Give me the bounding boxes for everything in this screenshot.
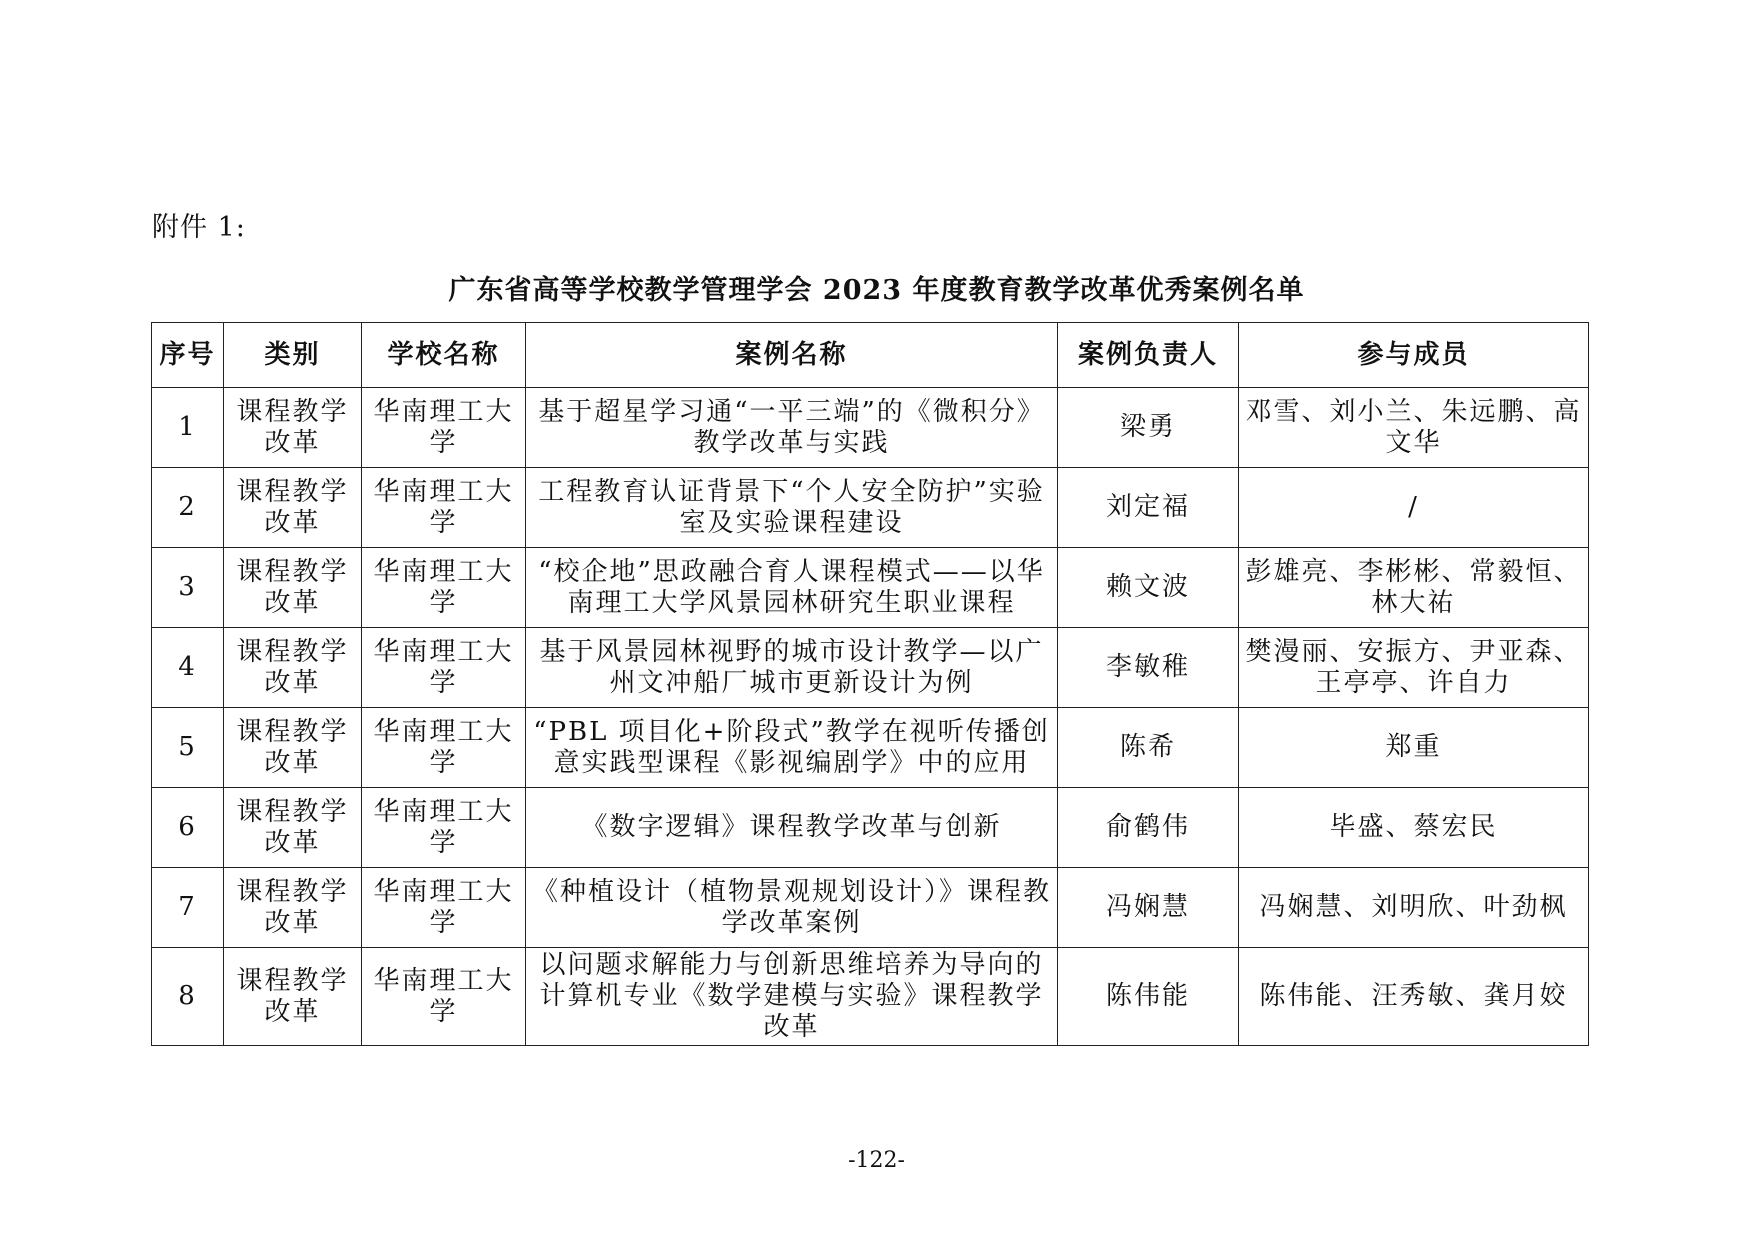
cell-category: 课程教学改革 [224, 868, 362, 948]
cell-members: / [1239, 468, 1589, 548]
header-seq: 序号 [152, 323, 224, 388]
cell-category: 课程教学改革 [224, 948, 362, 1046]
cell-members: 冯娴慧、刘明欣、叶劲枫 [1239, 868, 1589, 948]
header-category: 类别 [224, 323, 362, 388]
cell-school: 华南理工大学 [362, 948, 526, 1046]
cell-members: 彭雄亮、李彬彬、常毅恒、林大祐 [1239, 548, 1589, 628]
cell-category: 课程教学改革 [224, 628, 362, 708]
table-row [152, 708, 1589, 788]
table-row [152, 468, 1589, 548]
attachment-label: 附件 1: [152, 212, 246, 243]
table-header-row [152, 323, 1589, 388]
cell-members: 樊漫丽、安振方、尹亚森、王亭亭、许自力 [1239, 628, 1589, 708]
cell-case-name: 《种植设计（植物景观规划设计）》课程教学改革案例 [526, 868, 1058, 948]
table-row [152, 628, 1589, 708]
header-leader: 案例负责人 [1058, 323, 1239, 388]
cell-seq: 4 [152, 628, 224, 708]
cell-case-name: “PBL 项目化+阶段式”教学在视听传播创意实践型课程《影视编剧学》中的应用 [526, 708, 1058, 788]
cell-leader: 陈伟能 [1058, 948, 1239, 1046]
header-case-name: 案例名称 [526, 323, 1058, 388]
cell-school: 华南理工大学 [362, 548, 526, 628]
cell-members: 陈伟能、汪秀敏、龚月姣 [1239, 948, 1589, 1046]
cell-case-name: “校企地”思政融合育人课程模式——以华南理工大学风景园林研究生职业课程 [526, 548, 1058, 628]
table-row [152, 788, 1589, 868]
document-title: 广东省高等学校教学管理学会 2023 年度教育教学改革优秀案例名单 [448, 275, 1305, 306]
header-school: 学校名称 [362, 323, 526, 388]
cell-seq: 8 [152, 948, 224, 1046]
cell-seq: 1 [152, 388, 224, 468]
cell-case-name: 《数字逻辑》课程教学改革与创新 [526, 788, 1058, 868]
cell-members: 邓雪、刘小兰、朱远鹏、高文华 [1239, 388, 1589, 468]
cell-members: 毕盛、蔡宏民 [1239, 788, 1589, 868]
cell-seq: 7 [152, 868, 224, 948]
cell-category: 课程教学改革 [224, 548, 362, 628]
cell-school: 华南理工大学 [362, 388, 526, 468]
cell-seq: 5 [152, 708, 224, 788]
cell-school: 华南理工大学 [362, 628, 526, 708]
table-row [152, 548, 1589, 628]
cell-leader: 刘定福 [1058, 468, 1239, 548]
cell-leader: 赖文波 [1058, 548, 1239, 628]
cell-school: 华南理工大学 [362, 468, 526, 548]
cell-school: 华南理工大学 [362, 708, 526, 788]
header-members: 参与成员 [1239, 323, 1589, 388]
cell-case-name: 工程教育认证背景下“个人安全防护”实验室及实验课程建设 [526, 468, 1058, 548]
cell-leader: 俞鹤伟 [1058, 788, 1239, 868]
cell-leader: 冯娴慧 [1058, 868, 1239, 948]
cell-school: 华南理工大学 [362, 788, 526, 868]
cell-leader: 李敏稚 [1058, 628, 1239, 708]
cell-school: 华南理工大学 [362, 868, 526, 948]
cell-case-name: 基于超星学习通“一平三端”的《微积分》教学改革与实践 [526, 388, 1058, 468]
cell-leader: 陈希 [1058, 708, 1239, 788]
cell-leader: 梁勇 [1058, 388, 1239, 468]
page-number: -122- [848, 1148, 905, 1173]
table-row [152, 388, 1589, 468]
cell-category: 课程教学改革 [224, 788, 362, 868]
table-row [152, 868, 1589, 948]
cell-category: 课程教学改革 [224, 468, 362, 548]
cell-case-name: 基于风景园林视野的城市设计教学—以广州文冲船厂城市更新设计为例 [526, 628, 1058, 708]
cell-seq: 3 [152, 548, 224, 628]
cell-category: 课程教学改革 [224, 708, 362, 788]
table-row [152, 948, 1589, 1046]
cell-category: 课程教学改革 [224, 388, 362, 468]
cell-seq: 2 [152, 468, 224, 548]
cases-table [151, 322, 1589, 1046]
cell-seq: 6 [152, 788, 224, 868]
cell-members: 郑重 [1239, 708, 1589, 788]
cell-case-name: 以问题求解能力与创新思维培养为导向的计算机专业《数学建模与实验》课程教学改革 [526, 948, 1058, 1046]
